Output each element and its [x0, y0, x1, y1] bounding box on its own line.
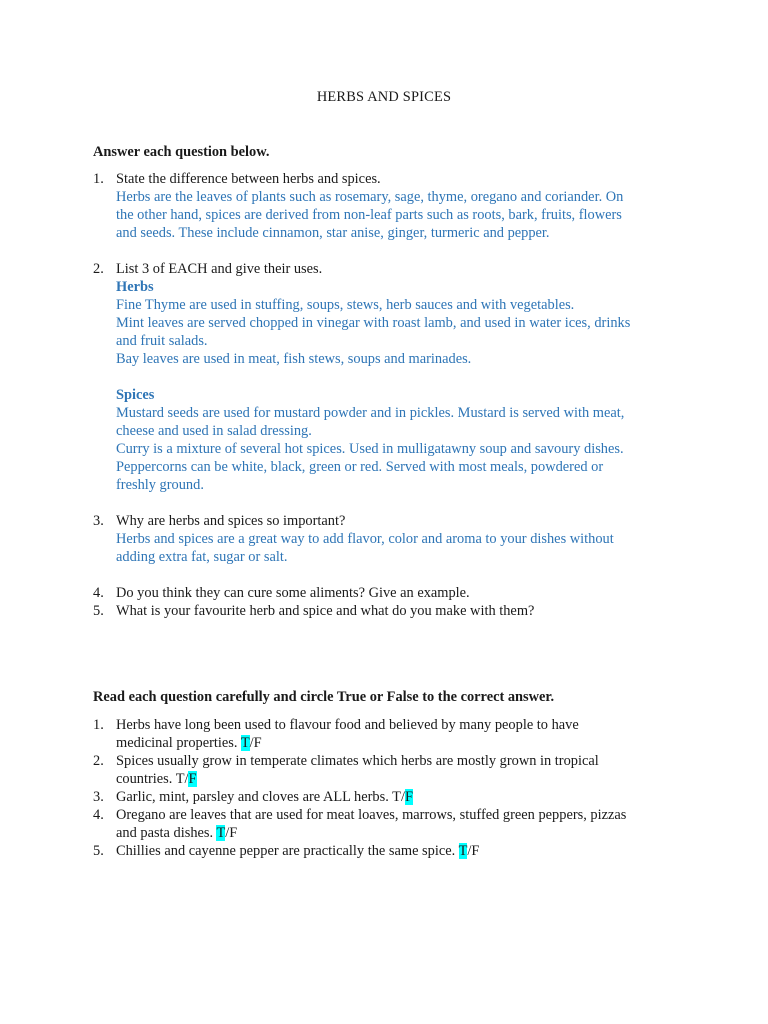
question-text: State the difference between herbs and spices. — [116, 171, 381, 187]
answer-line: freshly ground. — [116, 477, 204, 493]
answer-line: and seeds. These include cinnamon, star anise, ginger, turmeric and pepper. — [116, 225, 550, 241]
tf-statement-line — [116, 770, 713, 788]
tf-number: 4. — [93, 807, 104, 823]
tf-separator: / — [400, 789, 405, 805]
question-2 — [93, 260, 693, 494]
answer-line: Peppercorns can be white, black, green or red. Served with most meals, powdered or — [116, 459, 604, 475]
answer-line: and fruit salads. — [116, 333, 208, 349]
tf-item-2 — [93, 752, 713, 788]
answer-line: Mint leaves are served chopped in vinegar with roast lamb, and used in water ices, drinks — [116, 315, 631, 331]
true-option[interactable]: T — [240, 735, 250, 751]
question-3 — [93, 512, 693, 566]
false-option[interactable]: F — [404, 789, 413, 805]
question-number: 4. — [93, 585, 104, 601]
answer-line: Curry is a mixture of several hot spices. Used in mulligatawny soup and savoury dishes. — [116, 441, 624, 457]
question-list — [93, 170, 693, 620]
answer-line: Herbs are the leaves of plants such as rosemary, sage, thyme, oregano and coriander. On — [116, 189, 624, 205]
tf-statement-line — [116, 788, 713, 806]
page-title: HERBS AND SPICES — [316, 89, 452, 105]
tf-statement-text: and pasta dishes. — [116, 825, 217, 841]
answer-line: Herbs and spices are a great way to add flavor, color and aroma to your dishes without — [116, 531, 614, 547]
answer-block — [116, 188, 693, 242]
tf-statement-text: countries. — [116, 771, 176, 787]
tf-number: 3. — [93, 789, 104, 805]
question-number: 1. — [93, 171, 104, 187]
tf-statement-line: Herbs have long been used to flavour food and believed by many people to have — [116, 717, 579, 733]
tf-separator: / — [467, 843, 472, 859]
false-option[interactable]: F — [253, 735, 262, 751]
false-option[interactable]: F — [229, 825, 238, 841]
answer-line: Fine Thyme are used in stuffing, soups, stews, herb sauces and with vegetables. — [116, 297, 575, 313]
question-number: 5. — [93, 603, 104, 619]
tf-item-5 — [93, 842, 713, 860]
tf-item-1 — [93, 716, 713, 752]
true-option[interactable]: T — [458, 843, 468, 859]
question-text: Why are herbs and spices so important? — [116, 513, 346, 529]
spacer — [93, 242, 693, 260]
spices-answer-block — [116, 404, 693, 494]
true-option[interactable]: T — [392, 789, 401, 805]
question-number: 2. — [93, 261, 104, 277]
section2-heading: Read each question carefully and circle True or False to the correct answer. — [93, 689, 555, 705]
question-text: What is your favourite herb and spice and what do you make with them? — [116, 603, 535, 619]
tf-statement-line: Oregano are leaves that are used for meat loaves, marrows, stuffed green peppers, pizzas — [116, 807, 627, 823]
true-false-list — [93, 716, 713, 860]
tf-statement-text: Chillies and cayenne pepper are practically the same spice. — [116, 843, 459, 859]
answer-block — [116, 530, 693, 566]
spacer — [116, 368, 693, 386]
true-option[interactable]: T — [175, 771, 185, 787]
answer-line: cheese and used in salad dressing. — [116, 423, 312, 439]
true-option[interactable]: T — [216, 825, 226, 841]
spices-heading: Spices — [116, 387, 155, 403]
section1-heading: Answer each question below. — [93, 144, 270, 160]
tf-separator: / — [249, 735, 254, 751]
tf-statement-line — [116, 734, 713, 752]
tf-separator: / — [184, 771, 189, 787]
tf-number: 1. — [93, 717, 104, 733]
answer-line: the other hand, spices are derived from non-leaf parts such as roots, bark, fruits, flowers — [116, 207, 622, 223]
question-5 — [93, 602, 693, 620]
answer-line: Mustard seeds are used for mustard powder and in pickles. Mustard is served with meat, — [116, 405, 625, 421]
false-option[interactable]: F — [471, 843, 480, 859]
question-number: 3. — [93, 513, 104, 529]
tf-separator: / — [225, 825, 230, 841]
spacer — [93, 494, 693, 512]
tf-statement-text: Garlic, mint, parsley and cloves are ALL herbs. — [116, 789, 393, 805]
tf-number: 2. — [93, 753, 104, 769]
spacer — [93, 566, 693, 584]
question-4 — [93, 584, 693, 602]
tf-item-3 — [93, 788, 713, 806]
tf-item-4 — [93, 806, 713, 842]
tf-number: 5. — [93, 843, 104, 859]
question-text: Do you think they can cure some aliments? Give an example. — [116, 585, 470, 601]
herbs-answer-block — [116, 296, 693, 368]
question-1 — [93, 170, 693, 242]
tf-statement-line — [116, 824, 713, 842]
tf-statement-line: Spices usually grow in temperate climates which herbs are mostly grown in tropical — [116, 753, 599, 769]
question-text: List 3 of EACH and give their uses. — [116, 261, 323, 277]
answer-line: adding extra fat, sugar or salt. — [116, 549, 288, 565]
answer-line: Bay leaves are used in meat, fish stews, soups and marinades. — [116, 351, 472, 367]
herbs-heading: Herbs — [116, 279, 154, 295]
false-option[interactable]: F — [188, 771, 197, 787]
tf-statement-text: medicinal properties. — [116, 735, 241, 751]
tf-statement-line — [116, 842, 713, 860]
